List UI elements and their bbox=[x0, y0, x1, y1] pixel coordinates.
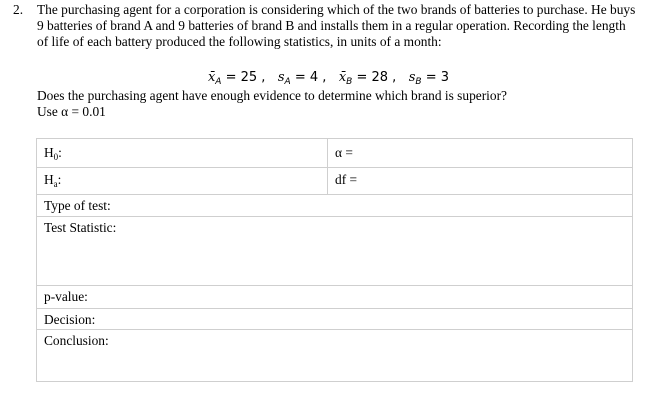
answer-table bbox=[36, 138, 633, 382]
test-statistic-label: Test Statistic: bbox=[44, 220, 117, 235]
p-value-row bbox=[37, 286, 633, 309]
type-of-test-label: Type of test: bbox=[44, 198, 111, 213]
xbar-a-subscript: A bbox=[215, 77, 222, 87]
s-b-symbol: s bbox=[408, 70, 416, 85]
decision-row bbox=[37, 309, 633, 330]
type-of-test-row bbox=[37, 195, 633, 217]
p-value-cell[interactable] bbox=[37, 286, 633, 309]
alt-hypothesis-label: H bbox=[44, 172, 54, 187]
s-a-symbol: s bbox=[277, 70, 285, 85]
decision-cell[interactable] bbox=[37, 309, 633, 330]
xbar-b-value: = 28 , bbox=[356, 70, 397, 85]
null-hypothesis-colon: : bbox=[58, 145, 62, 160]
s-a-subscript: A bbox=[284, 77, 291, 87]
type-of-test-cell[interactable] bbox=[37, 195, 633, 217]
question-text: The purchasing agent for a corporation is considering which of the two brands of batteries to purchase. He buys 9 batteries of brand A and 9 batteries of brand B and installs them in a regular operation. Recording the length of life of each battery produced the following statistics, in units of a month: bbox=[37, 2, 636, 49]
conclusion-row bbox=[37, 330, 633, 382]
alt-hypothesis-colon: : bbox=[57, 172, 62, 187]
significance-level: Use α = 0.01 bbox=[37, 104, 106, 119]
statistics-formula bbox=[0, 70, 657, 90]
hypothesis-null-row bbox=[37, 139, 633, 168]
s-a-value: = 4 , bbox=[294, 70, 327, 85]
test-statistic-cell[interactable] bbox=[37, 217, 633, 286]
question-number: 2. bbox=[13, 2, 24, 17]
alpha-label: α = bbox=[335, 145, 353, 160]
xbar-b-subscript: B bbox=[346, 77, 353, 87]
alt-hypothesis-subscript: a bbox=[53, 179, 58, 189]
xbar-b-symbol: x̄ bbox=[338, 70, 347, 85]
question-prompt: Does the purchasing agent have enough evidence to determine which brand is superior? bbox=[37, 88, 507, 103]
xbar-a-value: = 25 , bbox=[225, 70, 266, 85]
decision-label: Decision: bbox=[44, 312, 96, 327]
conclusion-label: Conclusion: bbox=[44, 333, 109, 348]
hypothesis-alt-row bbox=[37, 168, 633, 195]
test-statistic-row bbox=[37, 217, 633, 286]
df-label: df = bbox=[335, 172, 358, 187]
conclusion-cell[interactable] bbox=[37, 330, 633, 382]
alpha-cell[interactable] bbox=[328, 139, 633, 168]
p-value-label: p-value: bbox=[44, 289, 88, 304]
df-cell[interactable] bbox=[328, 168, 633, 195]
null-hypothesis-label: H bbox=[44, 145, 54, 160]
null-hypothesis-cell[interactable] bbox=[37, 139, 328, 168]
null-hypothesis-subscript: 0 bbox=[53, 152, 59, 162]
s-b-value: = 3 bbox=[425, 70, 450, 85]
xbar-a-symbol: x̄ bbox=[207, 70, 216, 85]
s-b-subscript: B bbox=[415, 77, 422, 87]
alt-hypothesis-cell[interactable] bbox=[37, 168, 328, 195]
